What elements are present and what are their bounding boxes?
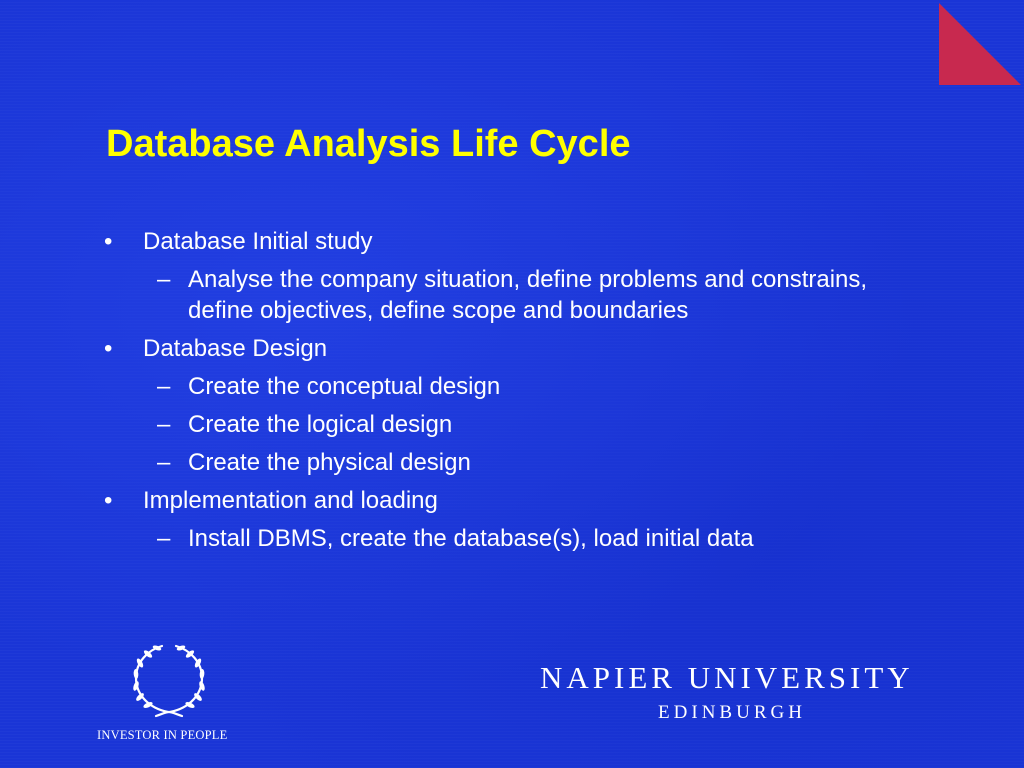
university-name: NAPIER UNIVERSITY <box>540 660 914 695</box>
sub-bullet-text: Create the logical design <box>188 411 453 438</box>
investor-in-people-label: INVESTOR IN PEOPLE <box>97 728 228 742</box>
bullet-item <box>0 485 1024 516</box>
sub-bullet-item <box>0 264 868 326</box>
dash-marker: – <box>157 411 171 438</box>
bullet-item <box>0 333 1024 364</box>
bullet-marker: • <box>104 228 113 255</box>
slide-title: Database Analysis Life Cycle <box>106 123 631 165</box>
bullet-list <box>0 226 1024 561</box>
sub-bullet-text: Create the physical design <box>188 449 471 476</box>
sub-bullet-text: Install DBMS, create the database(s), load initial data <box>188 525 754 552</box>
sub-bullet-item <box>0 371 868 402</box>
dash-marker: – <box>157 373 171 400</box>
bullet-text: Database Initial study <box>143 228 373 255</box>
dash-marker: – <box>157 525 171 552</box>
sub-bullet-item <box>0 523 868 554</box>
corner-triangle-decoration <box>939 3 1021 85</box>
sub-bullet-text: Analyse the company situation, define problems and constrains, define objectives, define scope and boundaries <box>188 266 868 324</box>
dash-marker: – <box>157 266 171 293</box>
dash-marker: – <box>157 449 171 476</box>
sub-bullet-item <box>0 409 868 440</box>
sub-bullet-text: Create the conceptual design <box>188 373 501 400</box>
university-city: EDINBURGH <box>658 702 806 723</box>
bullet-text: Database Design <box>143 335 328 362</box>
sub-bullet-item <box>0 447 868 478</box>
bullet-text: Implementation and loading <box>143 487 438 514</box>
bullet-item <box>0 226 1024 257</box>
bullet-marker: • <box>104 487 113 514</box>
bullet-marker: • <box>104 335 113 362</box>
